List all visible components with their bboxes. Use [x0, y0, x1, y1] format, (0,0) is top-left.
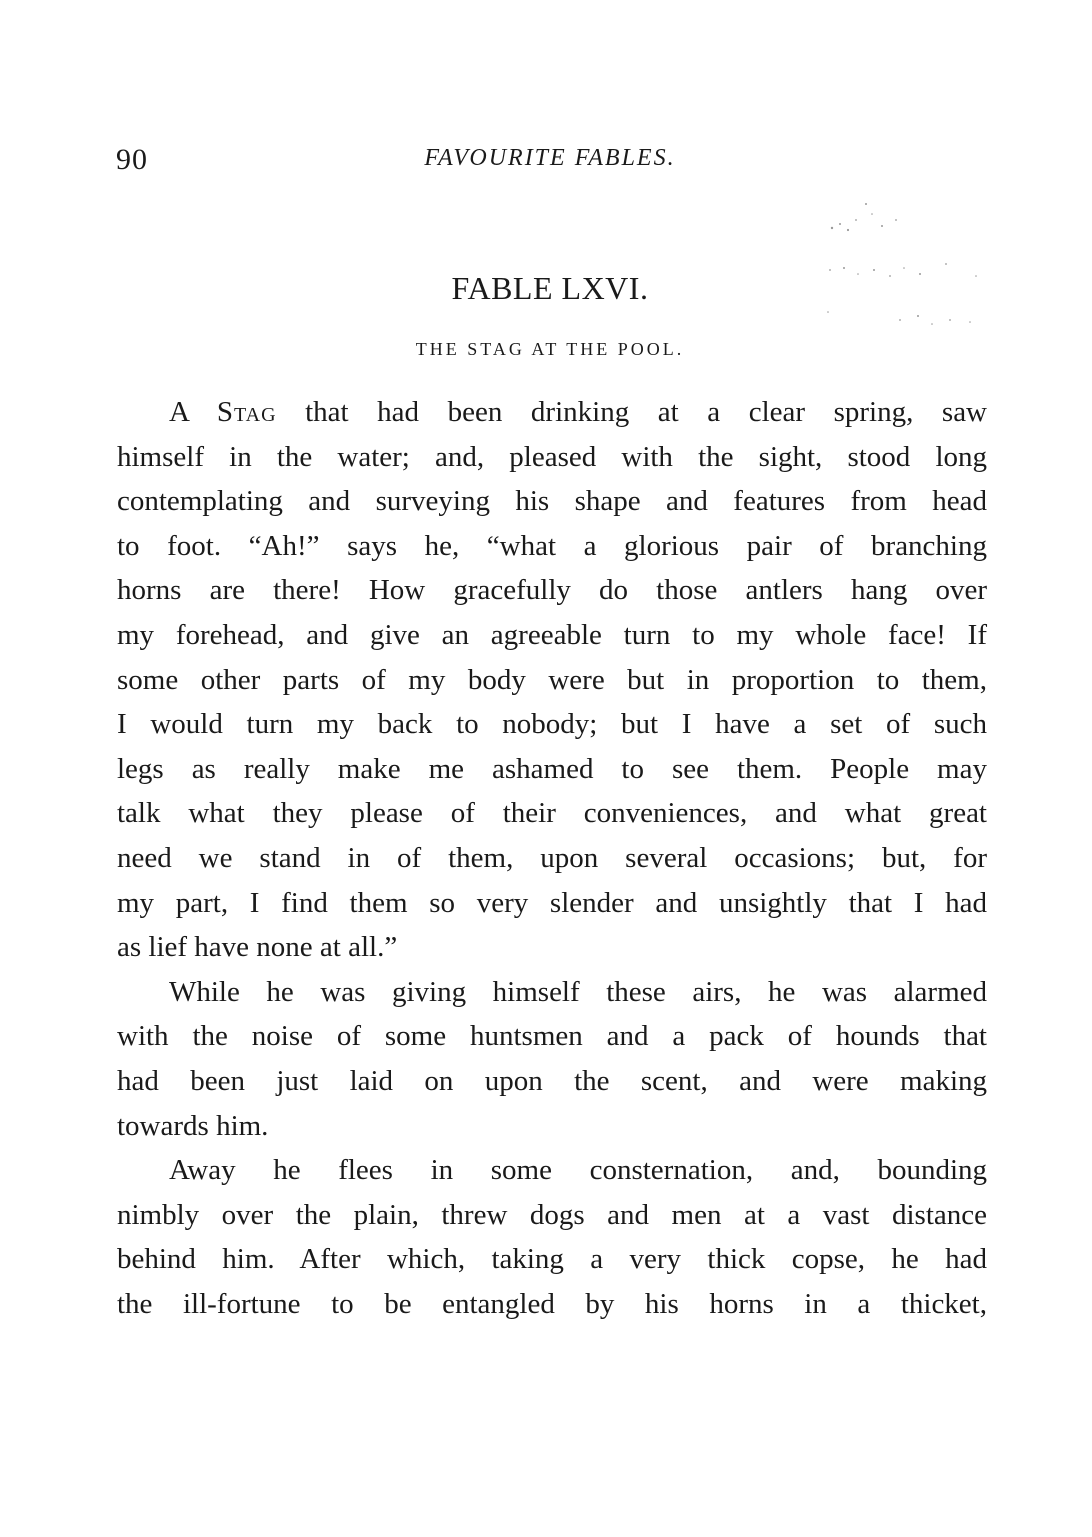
- text-line: towards him.: [117, 1109, 269, 1142]
- text-line: my forehead, and give an agreeable turn to my whole face! If: [117, 618, 987, 651]
- text-line: some other parts of my body were but in proportion to them,: [117, 663, 987, 696]
- text-line: the ill-fortune to be entangled by his horns in a thicket,: [117, 1287, 987, 1320]
- text-line: need we stand in of them, upon several occasions; but, for: [117, 841, 987, 874]
- text-span: that had been drinking at a clear spring, saw: [276, 396, 988, 428]
- fable-number: FABLE LXVI.: [451, 270, 649, 306]
- text-line: behind him. After which, taking a very thick copse, he had: [117, 1243, 987, 1276]
- small-caps-word: Stag: [216, 396, 277, 428]
- text-line: Away he flees in some consternation, and, bounding: [169, 1154, 987, 1187]
- running-head: FAVOURITE FABLES.: [424, 145, 676, 171]
- text-line: my part, I find them so very slender and unsightly that I had: [117, 886, 987, 919]
- text-line: [117, 390, 987, 435]
- text-line: had been just laid on upon the scent, and were making: [117, 1064, 987, 1097]
- text-span: A: [169, 396, 217, 428]
- page-number: 90: [116, 143, 148, 176]
- text-line: as lief have none at all.”: [117, 931, 398, 964]
- text-line: contemplating and surveying his shape and features from head: [117, 485, 987, 518]
- text-line: horns are there! How gracefully do those antlers hang over: [117, 574, 987, 607]
- text-line: nimbly over the plain, threw dogs and men at a vast distance: [117, 1198, 987, 1231]
- fable-body-text: [117, 390, 987, 1326]
- paper-specks-decoration: [800, 190, 1000, 340]
- text-line: legs as really make me ashamed to see them. People may: [117, 752, 987, 785]
- text-line: I would turn my back to nobody; but I have a set of such: [117, 708, 987, 741]
- fable-title: THE STAG AT THE POOL.: [415, 339, 685, 359]
- text-line: talk what they please of their conveniences, and what great: [117, 797, 987, 830]
- text-line: While he was giving himself these airs, he was alarmed: [169, 975, 987, 1008]
- text-line: himself in the water; and, pleased with the sight, stood long: [117, 440, 987, 473]
- text-line: to foot. “Ah!” says he, “what a glorious pair of branching: [117, 529, 987, 562]
- text-line: with the noise of some huntsmen and a pack of hounds that: [117, 1020, 987, 1053]
